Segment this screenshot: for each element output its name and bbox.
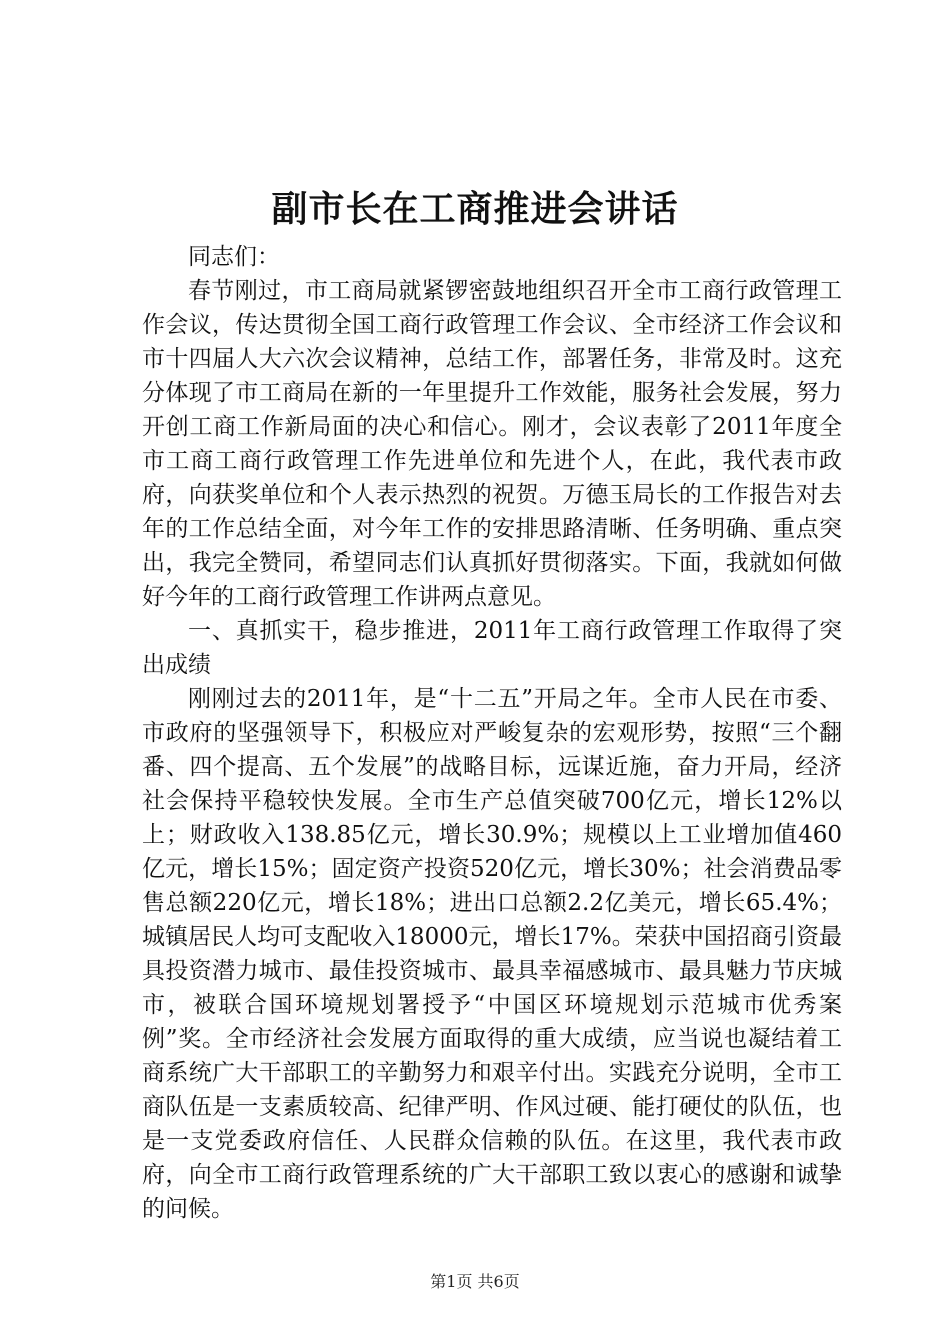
paragraph-opening: 春节刚过，市工商局就紧锣密鼓地组织召开全市工商行政管理工作会议，传达贯彻全国工商行政管理工作会议、全市经济工作会议和市十四届人大六次会议精神，总结工作，部署任务，非常及时。这充分体现了市工商局在新的一年里提升工作效能，服务社会发展，努力开创工商工作新局面的决心和信心。刚才，会议表彰了2011年度全市工商工商行政管理工作先进单位和先进个人，在此，我代表市政府，向获奖单位和个人表示热烈的祝贺。万德玉局长的工作报告对去年的工作总结全面，对今年工作的安排思路清晰、任务明确、重点突出，我完全赞同，希望同志们认真抓好贯彻落实。下面，我就如何做好今年的工商行政管理工作讲两点意见。 xyxy=(142,278,842,610)
page-number-footer: 第1页 共6页 xyxy=(430,1272,520,1291)
document-body xyxy=(142,240,842,1226)
section-heading-1: 一、真抓实干，稳步推进，2011年工商行政管理工作取得了突出成绩 xyxy=(142,618,842,678)
document-title: 副市长在工商推进会讲话 xyxy=(271,188,679,230)
paragraph-achievements: 刚刚过去的2011年，是“十二五”开局之年。全市人民在市委、市政府的坚强领导下，积极应对严峻复杂的宏观形势，按照“三个翻番、四个提高、五个发展”的战略目标，远谋近施，奋力开局，经济社会保持平稳较快发展。全市生产总值突破700亿元，增长12%以上；财政收入138.85亿元，增长30.9%；规模以上工业增加值460亿元，增长15%；固定资产投资520亿元，增长30%；社会消费品零售总额220亿元，增长18%；进出口总额2.2亿美元，增长65.4%；城镇居民人均可支配收入18000元，增长17%。荣获中国招商引资最具投资潜力城市、最佳投资城市、最具幸福感城市、最具魅力节庆城市，被联合国环境规划署授予“中国区环境规划示范城市优秀案例”奖。全市经济社会发展方面取得的重大成绩，应当说也凝结着工商系统广大干部职工的辛勤努力和艰辛付出。实践充分说明，全市工商队伍是一支素质较高、纪律严明、作风过硬、能打硬仗的队伍，也是一支党委政府信任、人民群众信赖的队伍。在这里，我代表市政府，向全市工商行政管理系统的广大干部职工致以衷心的感谢和诚挚的问候。 xyxy=(142,686,842,1222)
paragraph-salutation: 同志们： xyxy=(188,244,280,270)
